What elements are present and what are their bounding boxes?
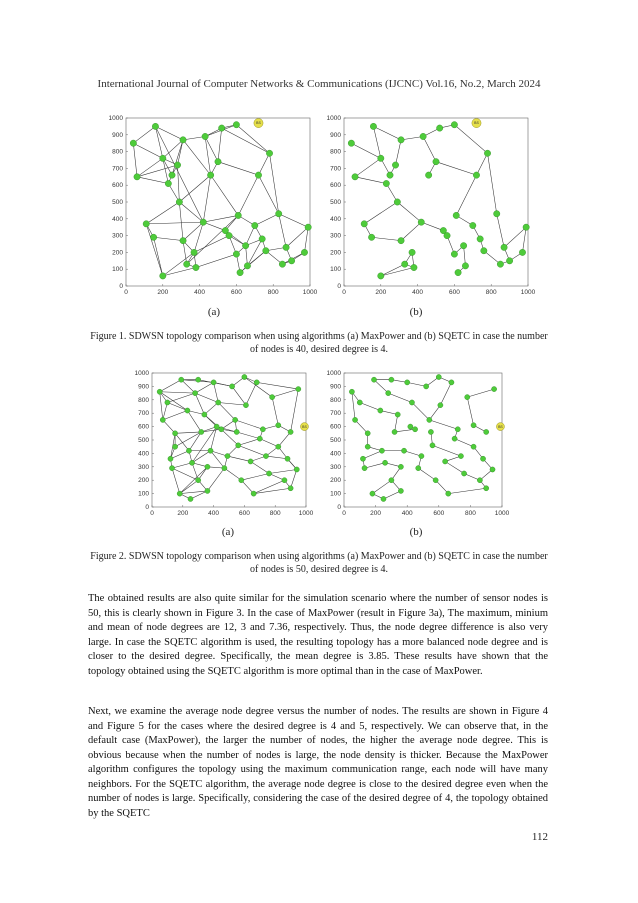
figure-1-caption: Figure 1. SDWSN topology comparison when using algorithms (a) MaxPower and (b) SQETC in case the number of nodes is 40, desired degree is 4.: [90, 331, 548, 355]
sensor-node: [436, 374, 441, 379]
sensor-node: [216, 400, 221, 405]
sensor-node: [165, 180, 171, 186]
sensor-node: [460, 242, 466, 248]
sensor-node: [392, 429, 397, 434]
sensor-node: [462, 263, 468, 269]
y-tick-label: 900: [112, 131, 123, 139]
sensor-node: [270, 395, 275, 400]
sensor-node: [370, 123, 376, 129]
sensor-node: [180, 237, 186, 243]
sensor-node: [168, 456, 173, 461]
sensor-node: [239, 478, 244, 483]
sensor-node: [260, 427, 265, 432]
sensor-node: [480, 456, 485, 461]
sensor-node: [352, 417, 357, 422]
sensor-node: [199, 429, 204, 434]
y-tick-label: 500: [112, 199, 123, 206]
sensor-node: [157, 389, 162, 394]
figure-2b: [314, 365, 510, 527]
sensor-node: [389, 377, 394, 382]
sensor-node: [296, 386, 301, 391]
sensor-node: [229, 384, 234, 389]
sensor-node: [160, 273, 166, 279]
sensor-node: [398, 488, 403, 493]
sensor-node: [398, 464, 403, 469]
sensor-node: [381, 496, 386, 501]
x-tick-label: 400: [401, 510, 413, 517]
sensor-node: [382, 460, 387, 465]
y-tick-label: 1000: [326, 115, 341, 122]
sensor-node: [160, 155, 166, 161]
sensor-node: [176, 199, 182, 205]
sensor-node: [279, 261, 285, 267]
sensor-node: [443, 459, 448, 464]
y-tick-label: 600: [330, 423, 341, 431]
sensor-node: [523, 224, 529, 230]
sensor-node: [436, 125, 442, 131]
y-tick-label: 700: [112, 165, 123, 173]
x-tick-label: 1000: [302, 289, 318, 296]
sensor-node: [409, 400, 414, 405]
sensor-node: [263, 248, 269, 254]
sensor-node: [189, 460, 194, 465]
y-tick-label: 200: [138, 477, 149, 485]
sensor-node: [438, 403, 443, 408]
sensor-node: [477, 236, 483, 242]
sensor-node: [193, 264, 199, 270]
y-tick-label: 700: [330, 165, 341, 173]
sensor-node: [200, 219, 206, 225]
sensor-node: [492, 386, 497, 391]
sensor-node: [453, 212, 459, 218]
y-tick-label: 800: [330, 148, 341, 156]
sensor-node: [362, 466, 367, 471]
sensor-node: [179, 377, 184, 382]
sensor-node: [134, 174, 140, 180]
sensor-node: [425, 172, 431, 178]
sensor-node: [387, 172, 393, 178]
sensor-node: [266, 150, 272, 156]
sensor-node: [378, 408, 383, 413]
x-tick-label: 800: [464, 510, 476, 517]
sensor-node: [484, 150, 490, 156]
y-tick-label: 400: [330, 215, 341, 223]
y-tick-label: 500: [330, 437, 341, 444]
sensor-node: [211, 380, 216, 385]
sensor-node: [219, 427, 224, 432]
sensor-node: [169, 466, 174, 471]
sensor-node: [458, 453, 463, 458]
sensor-node: [497, 261, 503, 267]
x-tick-label: 600: [433, 510, 445, 517]
x-tick-label: 600: [230, 289, 242, 296]
sensor-node: [205, 488, 210, 493]
sensor-node: [481, 248, 487, 254]
sensor-node: [282, 478, 287, 483]
sink-node-label: BS: [498, 424, 503, 429]
x-tick-label: 400: [194, 289, 206, 296]
figure-2-caption: Figure 2. SDWSN topology comparison when using algorithms (a) MaxPower and (b) SQETC in case the number of nodes is 50, desired degree is 4.: [90, 551, 548, 575]
figure-1b: [318, 110, 536, 306]
sensor-node: [395, 412, 400, 417]
sensor-node: [420, 133, 426, 139]
sensor-node: [383, 180, 389, 186]
x-tick-label: 0: [342, 510, 346, 517]
y-tick-label: 900: [330, 131, 341, 139]
sensor-node: [348, 140, 354, 146]
y-tick-label: 400: [330, 450, 341, 458]
sensor-node: [349, 389, 354, 394]
sensor-node: [173, 444, 178, 449]
x-tick-label: 800: [267, 289, 279, 296]
sensor-node: [207, 172, 213, 178]
sensor-node: [225, 453, 230, 458]
sensor-node: [243, 403, 248, 408]
sensor-node: [418, 219, 424, 225]
sink-node-label: BS: [256, 121, 261, 126]
sensor-node: [484, 486, 489, 491]
x-tick-label: 0: [150, 510, 154, 517]
sensor-node: [411, 264, 417, 270]
figure-1b-plot: [318, 110, 536, 306]
sensor-node: [196, 478, 201, 483]
y-tick-label: 300: [112, 232, 123, 240]
sensor-node: [494, 211, 500, 217]
figure-1a-label: (a): [207, 306, 221, 318]
sensor-node: [361, 221, 367, 227]
sensor-node: [446, 491, 451, 496]
y-tick-label: 400: [138, 450, 149, 458]
sensor-node: [452, 436, 457, 441]
y-tick-label: 600: [330, 182, 341, 190]
y-tick-label: 200: [112, 249, 123, 257]
x-tick-label: 200: [375, 289, 387, 296]
sensor-node: [259, 236, 265, 242]
y-tick-label: 300: [138, 463, 149, 471]
figure-2b-label: (b): [409, 526, 423, 538]
sensor-node: [409, 249, 415, 255]
sensor-node: [368, 234, 374, 240]
sensor-node: [365, 431, 370, 436]
figure-1a-plot: [100, 110, 318, 306]
x-tick-label: 1000: [298, 510, 314, 517]
sensor-node: [233, 251, 239, 257]
sensor-node: [506, 258, 512, 264]
sensor-node: [402, 261, 408, 267]
sensor-node: [236, 443, 241, 448]
x-tick-label: 400: [208, 510, 220, 517]
y-tick-label: 600: [112, 182, 123, 190]
sensor-node: [169, 172, 175, 178]
sensor-node: [519, 249, 525, 255]
y-tick-label: 700: [138, 410, 149, 418]
sensor-node: [276, 423, 281, 428]
y-tick-label: 200: [330, 249, 341, 257]
sensor-node: [173, 431, 178, 436]
sensor-node: [186, 448, 191, 453]
sensor-node: [196, 377, 201, 382]
sensor-node: [226, 232, 232, 238]
sensor-node: [455, 269, 461, 275]
sensor-node: [160, 417, 165, 422]
paragraph-1: The obtained results are also quite similar for the simulation scenario where the number of sensor nodes is 50, this is clearly shown in Figure 3. In the case of MaxPower (result in Figure 3a), The maximum, minium and mean of node degrees are 12, 3 and 7.36, respectively. Thus, the node degree difference is also very large. In case the SQETC algorithm is used, the resulting topology has a more balanced node degree and is closer to the desired degree. Specifically, the mean degree is 3.85. These results have shown that the topology obtained using the SQETC algorithm is more optimal than in the case of MaxPower.: [88, 593, 548, 677]
sensor-node: [150, 234, 156, 240]
sensor-node: [470, 222, 476, 228]
sensor-node: [288, 258, 294, 264]
sensor-node: [484, 429, 489, 434]
x-tick-label: 200: [370, 510, 382, 517]
y-tick-label: 900: [330, 383, 341, 391]
sensor-node: [193, 391, 198, 396]
y-tick-label: 300: [330, 232, 341, 240]
sensor-node: [465, 395, 470, 400]
sensor-node: [257, 436, 262, 441]
journal-header: International Journal of Computer Networks & Communications (IJCNC) Vol.16, No.2, March 2024: [97, 78, 541, 90]
y-tick-label: 700: [330, 410, 341, 418]
sink-node-label: BS: [474, 121, 479, 126]
sensor-node: [191, 249, 197, 255]
y-tick-label: 300: [330, 463, 341, 471]
sensor-node: [130, 140, 136, 146]
page-number: 112: [531, 831, 548, 843]
y-tick-label: 100: [330, 490, 341, 498]
sensor-node: [401, 448, 406, 453]
paragraph-2: Next, we examine the average node degree versus the number of nodes. The results are shown in Figure 4 and Figure 5 for the cases where the desired degree is 4 and 5, respectively. We can observe that, in the default case (MaxPower), the larger the number of nodes, the higher the average node degree. This is obvious because when the number of nodes is large, the node density is thicker. Because the MaxPower algorithm configures the topology using the maximum communication range, each node will have many neighbors. For the SQETC algorithm, the average node degree is close to the desired degree even when the number of nodes is large. Specifically, considering the case of the desired degree of 4, the topology obtained by the SQETC: [88, 706, 548, 819]
sensor-node: [378, 273, 384, 279]
y-tick-label: 800: [112, 148, 123, 156]
sensor-node: [398, 237, 404, 243]
sensor-node: [233, 417, 238, 422]
sensor-node: [352, 174, 358, 180]
sensor-node: [215, 158, 221, 164]
x-tick-label: 200: [157, 289, 169, 296]
sensor-node: [433, 478, 438, 483]
sensor-node: [152, 123, 158, 129]
sensor-node: [461, 471, 466, 476]
sensor-node: [143, 221, 149, 227]
sensor-node: [254, 380, 259, 385]
sensor-node: [184, 261, 190, 267]
sensor-node: [451, 122, 457, 128]
y-tick-label: 400: [112, 215, 123, 223]
y-tick-label: 600: [138, 423, 149, 431]
sensor-node: [501, 244, 507, 250]
sensor-node: [378, 155, 384, 161]
sensor-node: [222, 466, 227, 471]
sensor-node: [371, 377, 376, 382]
sensor-node: [242, 242, 248, 248]
sensor-node: [266, 471, 271, 476]
sensor-node: [276, 211, 282, 217]
figure-2a: [118, 365, 314, 527]
sensor-node: [386, 391, 391, 396]
sensor-node: [208, 448, 213, 453]
y-tick-label: 500: [330, 199, 341, 206]
sensor-node: [234, 429, 239, 434]
sensor-node: [428, 429, 433, 434]
y-tick-label: 0: [337, 283, 341, 290]
sensor-node: [294, 467, 299, 472]
sensor-node: [451, 251, 457, 257]
sensor-node: [389, 478, 394, 483]
sensor-node: [202, 133, 208, 139]
x-tick-label: 0: [124, 289, 128, 296]
sensor-node: [424, 384, 429, 389]
sensor-node: [455, 427, 460, 432]
sensor-node: [288, 486, 293, 491]
sensor-node: [413, 427, 418, 432]
sensor-node: [214, 424, 219, 429]
y-tick-label: 0: [119, 283, 123, 290]
x-tick-label: 1000: [494, 510, 510, 517]
y-tick-label: 0: [337, 504, 341, 511]
sensor-node: [235, 212, 241, 218]
sensor-node: [248, 459, 253, 464]
sensor-node: [202, 412, 207, 417]
sensor-node: [263, 453, 268, 458]
sensor-node: [285, 456, 290, 461]
y-tick-label: 0: [145, 504, 149, 511]
sensor-node: [242, 374, 247, 379]
sensor-node: [283, 244, 289, 250]
sensor-node: [490, 467, 495, 472]
y-tick-label: 1000: [326, 370, 341, 377]
x-tick-label: 0: [342, 289, 346, 296]
y-tick-label: 100: [138, 490, 149, 498]
sensor-node: [357, 400, 362, 405]
sensor-node: [444, 232, 450, 238]
x-tick-label: 600: [448, 289, 460, 296]
sensor-node: [276, 444, 281, 449]
sensor-node: [419, 453, 424, 458]
y-tick-label: 800: [138, 396, 149, 404]
y-tick-label: 1000: [134, 370, 149, 377]
sensor-node: [379, 448, 384, 453]
sensor-node: [360, 456, 365, 461]
sensor-node: [473, 172, 479, 178]
sensor-node: [255, 172, 261, 178]
sensor-node: [408, 424, 413, 429]
sensor-node: [416, 466, 421, 471]
y-tick-label: 1000: [108, 115, 123, 122]
x-tick-label: 1000: [520, 289, 536, 296]
sensor-node: [305, 224, 311, 230]
sensor-node: [174, 162, 180, 168]
sensor-node: [180, 137, 186, 143]
y-tick-label: 500: [138, 437, 149, 444]
sink-node-label: BS: [302, 424, 307, 429]
sensor-node: [237, 269, 243, 275]
y-tick-label: 800: [330, 396, 341, 404]
sensor-node: [288, 429, 293, 434]
sensor-node: [244, 263, 250, 269]
x-tick-label: 400: [412, 289, 424, 296]
x-tick-label: 800: [269, 510, 281, 517]
sensor-node: [251, 491, 256, 496]
sensor-node: [405, 380, 410, 385]
figure-2a-plot: [118, 365, 314, 527]
sensor-node: [449, 380, 454, 385]
sensor-node: [392, 162, 398, 168]
x-tick-label: 800: [485, 289, 497, 296]
sensor-node: [471, 444, 476, 449]
x-tick-label: 600: [238, 510, 250, 517]
figure-1b-label: (b): [409, 306, 423, 318]
sensor-node: [370, 491, 375, 496]
sensor-node: [398, 137, 404, 143]
y-tick-label: 100: [112, 266, 123, 274]
y-tick-label: 100: [330, 266, 341, 274]
sensor-node: [430, 443, 435, 448]
sensor-node: [433, 158, 439, 164]
sensor-node: [233, 122, 239, 128]
sensor-node: [471, 423, 476, 428]
sensor-node: [218, 125, 224, 131]
y-tick-label: 900: [138, 383, 149, 391]
sensor-node: [165, 400, 170, 405]
sensor-node: [365, 444, 370, 449]
sensor-node: [252, 222, 258, 228]
sensor-node: [205, 464, 210, 469]
sensor-node: [301, 249, 307, 255]
figure-2a-label: (a): [221, 526, 235, 538]
sensor-node: [177, 491, 182, 496]
sensor-node: [188, 496, 193, 501]
figure-1a: [100, 110, 318, 306]
sensor-node: [394, 199, 400, 205]
sensor-node: [477, 478, 482, 483]
y-tick-label: 200: [330, 477, 341, 485]
sensor-node: [427, 417, 432, 422]
sensor-node: [185, 408, 190, 413]
x-tick-label: 200: [177, 510, 189, 517]
figure-2b-plot: [314, 365, 510, 527]
